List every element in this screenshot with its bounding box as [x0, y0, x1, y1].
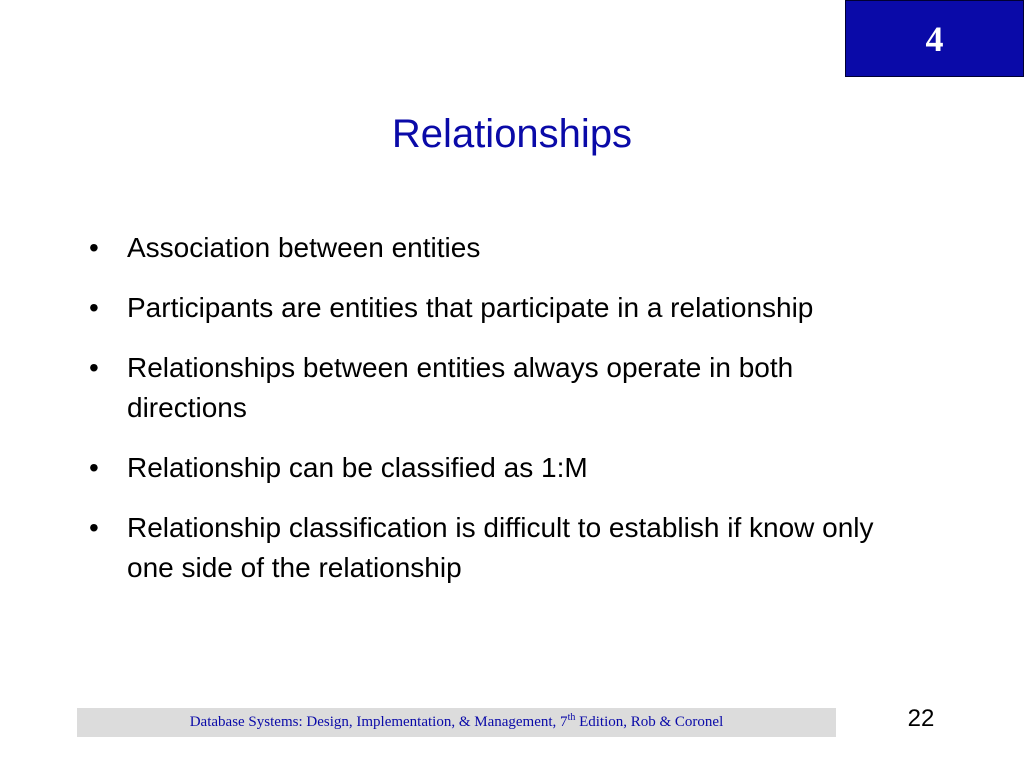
page-number: 22 [907, 705, 935, 732]
footer-superscript: th [567, 712, 576, 723]
bullet-item [83, 348, 913, 428]
bullet-icon: • [89, 292, 99, 323]
bullet-text: Relationships between entities always operate in both directions [127, 352, 794, 423]
footer-citation [77, 708, 836, 737]
bullet-item [83, 508, 913, 588]
bullet-item [83, 288, 913, 328]
bullet-item [83, 448, 913, 488]
bullet-item [83, 228, 913, 268]
bullet-icon: • [89, 232, 99, 263]
bullet-text: Relationship classification is difficult to establish if know only one side of the relationship [127, 512, 874, 583]
bullet-icon: • [89, 452, 99, 483]
footer-text-after: Edition, Rob & Coronel [575, 714, 724, 730]
footer-text-before: Database Systems: Design, Implementation, & Management, 7 [189, 714, 568, 730]
bullet-icon: • [89, 512, 99, 543]
bullet-text: Participants are entities that participate in a relationship [127, 292, 814, 323]
slide-title: Relationships [391, 112, 633, 156]
bullet-icon: • [89, 352, 99, 383]
chapter-number-badge: 4 [845, 0, 1024, 77]
bullet-list [83, 228, 913, 608]
bullet-text: Relationship can be classified as 1:M [127, 452, 588, 483]
bullet-text: Association between entities [127, 232, 481, 263]
